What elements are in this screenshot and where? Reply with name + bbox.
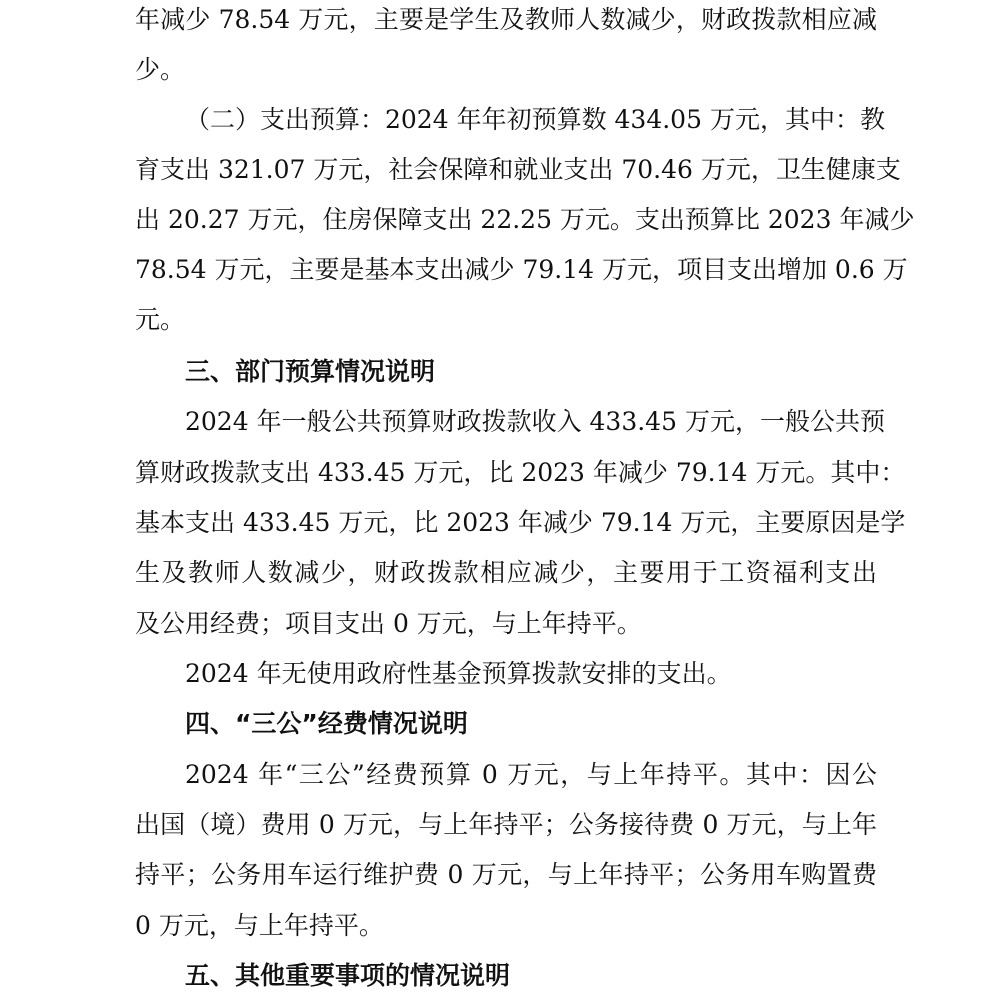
text-line: 基本支出 433.45 万元，比 2023 年减少 79.14 万元，主要原因是学 bbox=[135, 508, 906, 537]
text-line: 及公用经费；项目支出 0 万元，与上年持平。 bbox=[135, 609, 642, 638]
text-line: 0 万元，与上年持平。 bbox=[135, 911, 384, 940]
text-line: 出 20.27 万元，住房保障支出 22.25 万元。支出预算比 2023 年减少 bbox=[135, 205, 915, 234]
text-line: 元。 bbox=[135, 305, 186, 334]
text-line: 2024 年“三公”经费预算 0 万元，与上年持平。其中：因公 bbox=[185, 760, 877, 789]
text-line: 年减少 78.54 万元，主要是学生及教师人数减少，财政拨款相应减 bbox=[135, 5, 877, 34]
section-heading: （二）支出预算：2024 年年初预算数 434.05 万元，其中：教 bbox=[185, 105, 885, 134]
text-line: 78.54 万元，主要是基本支出减少 79.14 万元，项目支出增加 0.6 万 bbox=[135, 255, 908, 284]
text-line: 2024 年无使用政府性基金预算拨款安排的支出。 bbox=[185, 659, 732, 688]
text-line: 生及教师人数减少，财政拨款相应减少，主要用于工资福利支出 bbox=[135, 558, 877, 587]
text-line: 持平；公务用车运行维护费 0 万元，与上年持平；公务用车购置费 bbox=[135, 860, 877, 889]
text-line: 育支出 321.07 万元，社会保障和就业支出 70.46 万元，卫生健康支 bbox=[135, 155, 901, 184]
text-line: 出国（境）费用 0 万元，与上年持平；公务接待费 0 万元，与上年 bbox=[135, 810, 877, 839]
section-heading: 四、“三公”经费情况说明 bbox=[185, 709, 468, 738]
text-line: 2024 年一般公共预算财政拨款收入 433.45 万元，一般公共预 bbox=[185, 407, 885, 436]
text-line: 少。 bbox=[135, 55, 186, 84]
text-line: 算财政拨款支出 433.45 万元，比 2023 年减少 79.14 万元。其中： bbox=[135, 458, 906, 487]
section-heading: 五、其他重要事项的情况说明 bbox=[185, 961, 511, 990]
section-heading: 三、部门预算情况说明 bbox=[185, 357, 436, 386]
